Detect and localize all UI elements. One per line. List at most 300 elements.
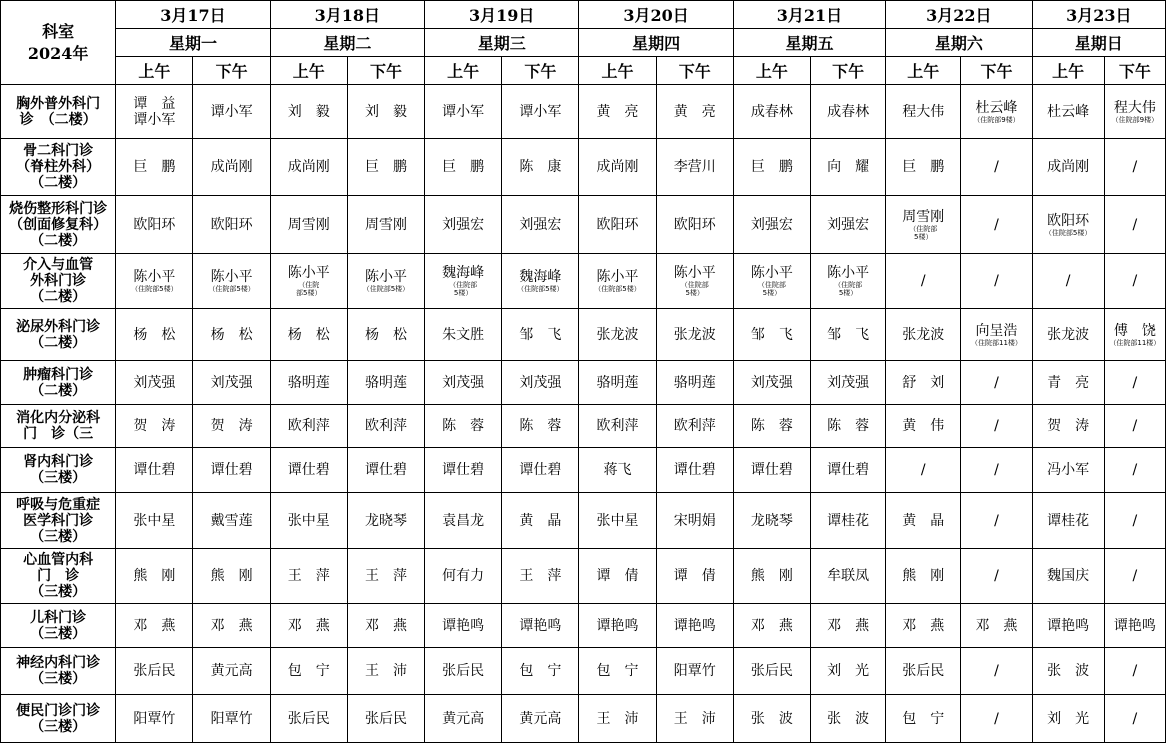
doctor-name: 刘 毅 [287,103,330,120]
doctor-cell [425,196,502,254]
doctor-name: 巨 鹏 [902,159,945,175]
doctor-name: 黄元高 [210,663,253,679]
doctor-cell [1032,695,1104,743]
doctor-name: 谭桂花 [1047,512,1090,529]
doctor-cell [733,85,810,139]
doctor-name: 周雪刚 [287,216,330,233]
doctor-name: 刘茂强 [519,374,562,391]
department-name-line: 儿科门诊 [30,609,87,626]
doctor-name: 张龙波 [1047,326,1090,343]
doctor-cell [579,196,656,254]
doctor-cell [502,549,579,604]
doctor-name: / [994,568,999,584]
location-note: （住院部5楼） [1044,228,1092,237]
doctor-name: / [1132,462,1138,478]
doctor-cell [425,695,502,743]
department-name [1,648,116,695]
doctor-name: 成春林 [750,103,793,120]
doctor-cell [810,254,885,309]
doctor-cell [502,139,579,196]
doctor-cell [347,85,424,139]
doctor-cell [347,254,424,309]
doctor-cell [502,254,579,309]
doctor-cell [810,85,885,139]
doctor-name: 程大伟 [902,103,945,120]
department-name [1,695,116,743]
location-note: （住院部9楼） [1111,115,1159,124]
doctor-name: 成尚刚 [596,159,639,175]
doctor-name: / [1065,273,1071,289]
department-name [1,361,116,405]
doctor-name: 陈 蓉 [442,418,485,434]
doctor-cell [270,493,347,549]
doctor-name: 冯小军 [1047,462,1090,478]
doctor-cell [270,361,347,405]
doctor-cell [270,196,347,254]
doctor-cell [886,695,961,743]
doctor-name: 刘强宏 [827,216,870,233]
doctor-name: 周雪刚 [902,208,945,225]
doctor-cell [886,361,961,405]
doctor-cell [1104,448,1165,493]
department-name-line: 门 诊 [37,568,80,584]
doctor-name: 刘 光 [1047,710,1090,727]
doctor-name: / [1132,568,1138,584]
doctor-name: 成春林 [827,103,870,120]
doctor-cell [347,405,424,448]
doctor-cell [886,405,961,448]
doctor-name: 巨 鹏 [750,159,793,175]
department-name-line: （二楼） [30,232,87,249]
doctor-cell [347,549,424,604]
corner-year: 2024年 [27,43,89,63]
doctor-name: 谭艳鸣 [1047,617,1090,634]
morning-header: 上午 [116,57,193,85]
doctor-cell [656,309,733,361]
doctor-name: 贺 涛 [133,418,176,434]
doctor-name: / [994,216,999,233]
doctor-cell [886,139,961,196]
doctor-cell [193,254,270,309]
department-name-line: 外科门诊 [30,273,87,289]
doctor-cell [193,549,270,604]
doctor-name: 陈 蓉 [750,418,793,434]
doctor-cell [502,85,579,139]
doctor-name: 向呈浩 [975,322,1018,339]
doctor-cell [347,493,424,549]
doctor-cell [810,405,885,448]
doctor-cell [502,448,579,493]
doctor-name: 龙晓琴 [364,512,407,529]
doctor-name: 谭仕碧 [287,462,330,478]
doctor-cell [425,309,502,361]
doctor-cell [961,196,1032,254]
department-name-line: （创面修复科） [9,216,108,233]
doctor-cell [502,648,579,695]
department-name [1,139,116,196]
doctor-name: 向 耀 [827,159,870,175]
doctor-cell [193,695,270,743]
doctor-cell [1104,361,1165,405]
doctor-cell [347,448,424,493]
date-header: 3月18日 [270,1,424,29]
doctor-name: 舒 刘 [902,374,945,391]
location-note: （住院部5楼） [131,285,178,293]
doctor-cell [810,493,885,549]
doctor-cell [886,493,961,549]
doctor-cell [193,493,270,549]
doctor-name: 欧阳环 [133,216,176,233]
location-note: （住院部 [680,281,709,289]
doctor-name: 谭艳鸣 [673,617,716,634]
doctor-cell [656,139,733,196]
doctor-cell [810,648,885,695]
doctor-name: 熊 刚 [750,568,793,584]
doctor-name: 包 宁 [902,710,945,727]
doctor-cell [347,604,424,648]
doctor-cell [961,405,1032,448]
doctor-cell [116,493,193,549]
doctor-cell [1032,309,1104,361]
department-name-line: （三楼） [30,528,87,545]
weekday-header: 星期一 [116,29,270,57]
doctor-name: / [994,374,999,391]
doctor-cell [347,196,424,254]
doctor-cell [579,139,656,196]
department-name-line: 心血管内科 [23,552,94,568]
department-name-line: （三楼） [30,718,87,735]
department-row [1,695,1166,743]
doctor-cell [1104,493,1165,549]
doctor-cell [502,695,579,743]
department-name [1,604,116,648]
department-name-line: 医学科门诊 [23,512,94,529]
doctor-name: / [920,462,926,478]
doctor-cell [886,254,961,309]
doctor-cell [961,85,1032,139]
doctor-cell [502,361,579,405]
doctor-name: / [1132,663,1138,679]
doctor-name: 谭桂花 [827,512,870,529]
department-row [1,648,1166,695]
location-note: 5楼） [453,289,473,297]
location-note: （住院部11楼） [970,338,1022,347]
date-header: 3月23日 [1032,1,1165,29]
doctor-cell [1032,139,1104,196]
doctor-name: 黄 伟 [902,418,945,434]
doctor-name: 贺 涛 [1047,418,1090,434]
doctor-name: 欧利萍 [364,418,407,434]
doctor-name: 谭小军 [210,103,253,120]
location-note: 5楼） [685,289,704,297]
doctor-name: 骆明莲 [673,374,716,391]
doctor-cell [193,139,270,196]
afternoon-header: 下午 [193,57,270,85]
doctor-cell [810,309,885,361]
corner-header [1,1,116,85]
doctor-cell [116,85,193,139]
doctor-name: 陈小平 [827,265,870,281]
doctor-cell [961,549,1032,604]
doctor-name: 熊 刚 [133,568,176,584]
doctor-cell [733,361,810,405]
location-note: （住院部 [909,224,938,233]
doctor-name: 陈小平 [210,269,253,285]
doctor-cell [656,695,733,743]
doctor-name: 黄 晶 [519,512,562,529]
doctor-cell [886,85,961,139]
doctor-name: 邓 燕 [133,617,176,634]
doctor-cell [116,254,193,309]
doctor-name: 陈小平 [133,269,176,285]
doctor-name: 张 波 [1047,663,1090,679]
department-name-line: 胸外普外科门 [16,95,101,112]
doctor-cell [116,361,193,405]
doctor-cell [656,549,733,604]
doctor-name: 欧利萍 [673,418,716,434]
doctor-name: 成尚刚 [210,159,253,175]
location-note: （住院部 [757,281,786,289]
department-row [1,604,1166,648]
doctor-name: 欧利萍 [287,418,330,434]
department-row [1,405,1166,448]
doctor-name: 张后民 [133,663,176,679]
doctor-cell [193,85,270,139]
corner-title: 科室 [42,21,75,41]
department-name-line: 消化内分泌科 [16,410,101,426]
doctor-name: 王 萍 [519,568,562,584]
weekday-header: 星期三 [425,29,579,57]
department-name [1,196,116,254]
doctor-name: 成尚刚 [287,159,330,175]
morning-header: 上午 [425,57,502,85]
doctor-name: 巨 鹏 [442,159,485,175]
doctor-cell [886,309,961,361]
doctor-cell [116,139,193,196]
doctor-cell [270,604,347,648]
department-row [1,139,1166,196]
doctor-cell [270,254,347,309]
location-note: （住院 [298,281,320,289]
doctor-name: 邹 飞 [750,326,793,343]
doctor-name: 袁昌龙 [442,512,485,529]
doctor-name: 黄元高 [519,710,562,727]
doctor-cell [425,549,502,604]
doctor-name: 邹 飞 [519,326,562,343]
doctor-cell [886,648,961,695]
location-note: 部5楼） [296,289,322,297]
location-note: （住院部11楼） [1109,338,1161,347]
doctor-cell [347,361,424,405]
doctor-cell [347,309,424,361]
doctor-name: 阳覃竹 [673,663,716,679]
department-row [1,85,1166,139]
doctor-name: 邓 燕 [902,617,945,634]
doctor-name: 张中星 [596,512,639,529]
date-header: 3月22日 [886,1,1032,29]
date-header: 3月17日 [116,1,270,29]
department-name-line: （脊柱外科） [16,159,101,175]
doctor-cell [347,648,424,695]
doctor-name: 邓 燕 [287,617,330,634]
doctor-cell [502,309,579,361]
doctor-cell [116,405,193,448]
doctor-name: 谭仕碧 [133,462,176,478]
doctor-cell [579,309,656,361]
doctor-cell [193,604,270,648]
department-row [1,361,1166,405]
doctor-name: 周雪刚 [364,216,407,233]
doctor-name: 朱文胜 [442,326,485,343]
doctor-cell [270,448,347,493]
doctor-name: 张中星 [133,512,176,529]
doctor-name: 傅 饶 [1113,322,1156,339]
doctor-name: 谭仕碧 [442,462,485,478]
doctor-cell [1104,254,1165,309]
doctor-name: 谭艳鸣 [1113,617,1156,634]
doctor-name: 骆明莲 [287,374,330,391]
doctor-cell [810,361,885,405]
department-row [1,196,1166,254]
doctor-cell [733,604,810,648]
department-name-line: 肾内科门诊 [23,454,94,470]
weekday-header: 星期五 [733,29,885,57]
doctor-name: 陈小平 [364,269,407,285]
doctor-name: 陈小平 [673,265,716,281]
doctor-name: 张后民 [902,663,945,679]
morning-header: 上午 [733,57,810,85]
doctor-name: 魏海峰 [442,265,485,281]
department-name [1,493,116,549]
doctor-name: / [994,512,999,529]
doctor-cell [116,448,193,493]
department-name-line: （二楼） [30,289,87,305]
doctor-name: 谭仕碧 [750,462,793,478]
doctor-name: / [1132,418,1138,434]
location-note: （住院部 [449,281,478,289]
doctor-cell [733,405,810,448]
location-note: 5楼） [762,289,782,297]
department-row [1,549,1166,604]
department-name [1,549,116,604]
doctor-name: 熊 刚 [210,568,253,584]
doctor-name: 张龙波 [673,326,716,343]
doctor-cell [733,309,810,361]
doctor-name: 谭艳鸣 [596,617,639,634]
doctor-name: 戴雪莲 [210,512,253,529]
doctor-name: 陈 蓉 [827,418,870,434]
location-note: （住院部9楼） [973,115,1020,124]
doctor-name: 程大伟 [1113,99,1156,116]
doctor-name: 宋明娟 [673,512,716,529]
doctor-cell [886,604,961,648]
doctor-name: 蒋飞 [603,462,632,478]
doctor-name: 欧阳环 [210,216,253,233]
doctor-cell [1104,549,1165,604]
location-note: （住院部5楼） [594,285,641,293]
doctor-cell [425,405,502,448]
doctor-name: 刘茂强 [442,374,485,391]
doctor-name: / [994,663,999,679]
doctor-name: 张后民 [287,710,330,727]
doctor-cell [579,604,656,648]
doctor-cell [425,448,502,493]
doctor-cell [961,309,1032,361]
doctor-name: 刘 光 [827,663,870,679]
department-name-line: 便民门诊门诊 [16,702,101,719]
doctor-name: 巨 鹏 [364,159,407,175]
doctor-name: 陈小平 [287,265,330,281]
doctor-cell [656,254,733,309]
department-name-line: 介入与血管 [23,257,94,273]
weekday-header: 星期四 [579,29,733,57]
doctor-name: / [1132,374,1138,391]
doctor-name: 欧阳环 [673,216,716,233]
doctor-cell [116,604,193,648]
date-row [1,1,1166,29]
doctor-cell [810,604,885,648]
doctor-name: 包 宁 [596,663,639,679]
doctor-cell [1032,85,1104,139]
doctor-cell [961,254,1032,309]
department-name [1,448,116,493]
doctor-name: / [1132,710,1138,727]
doctor-name: 何有力 [442,568,485,584]
doctor-name: 谭小军 [133,111,176,128]
doctor-cell [1104,648,1165,695]
doctor-name: 陈 康 [519,159,562,175]
doctor-name: 王 沛 [673,710,716,727]
doctor-name: 王 沛 [596,710,639,727]
doctor-cell [1032,448,1104,493]
doctor-name: 包 宁 [287,663,330,679]
doctor-cell [961,695,1032,743]
weekday-header: 星期二 [270,29,424,57]
doctor-name: 杨 松 [133,326,176,343]
doctor-cell [656,85,733,139]
doctor-name: 骆明莲 [596,374,639,391]
afternoon-header: 下午 [810,57,885,85]
doctor-name: 谭仕碧 [827,462,870,478]
morning-header: 上午 [270,57,347,85]
doctor-cell [1032,196,1104,254]
doctor-cell [579,85,656,139]
doctor-cell [270,85,347,139]
doctor-cell [1032,604,1104,648]
doctor-name: 巨 鹏 [133,159,176,175]
doctor-cell [579,254,656,309]
doctor-name: 黄 晶 [902,512,945,529]
doctor-cell [1104,139,1165,196]
doctor-cell [961,493,1032,549]
doctor-name: 王 沛 [364,663,407,679]
doctor-name: / [994,273,999,289]
doctor-cell [116,309,193,361]
weekday-header: 星期六 [886,29,1032,57]
doctor-name: 张后民 [442,663,485,679]
doctor-cell [502,604,579,648]
doctor-cell [733,196,810,254]
doctor-cell [1104,309,1165,361]
doctor-cell [1104,196,1165,254]
doctor-cell [1032,254,1104,309]
doctor-name: 刘 毅 [364,103,407,120]
doctor-name: 王 萍 [364,568,407,584]
doctor-cell [502,196,579,254]
doctor-name: 谭 倩 [673,568,716,584]
department-name-line: 泌尿外科门诊 [16,318,101,335]
morning-header: 上午 [886,57,961,85]
